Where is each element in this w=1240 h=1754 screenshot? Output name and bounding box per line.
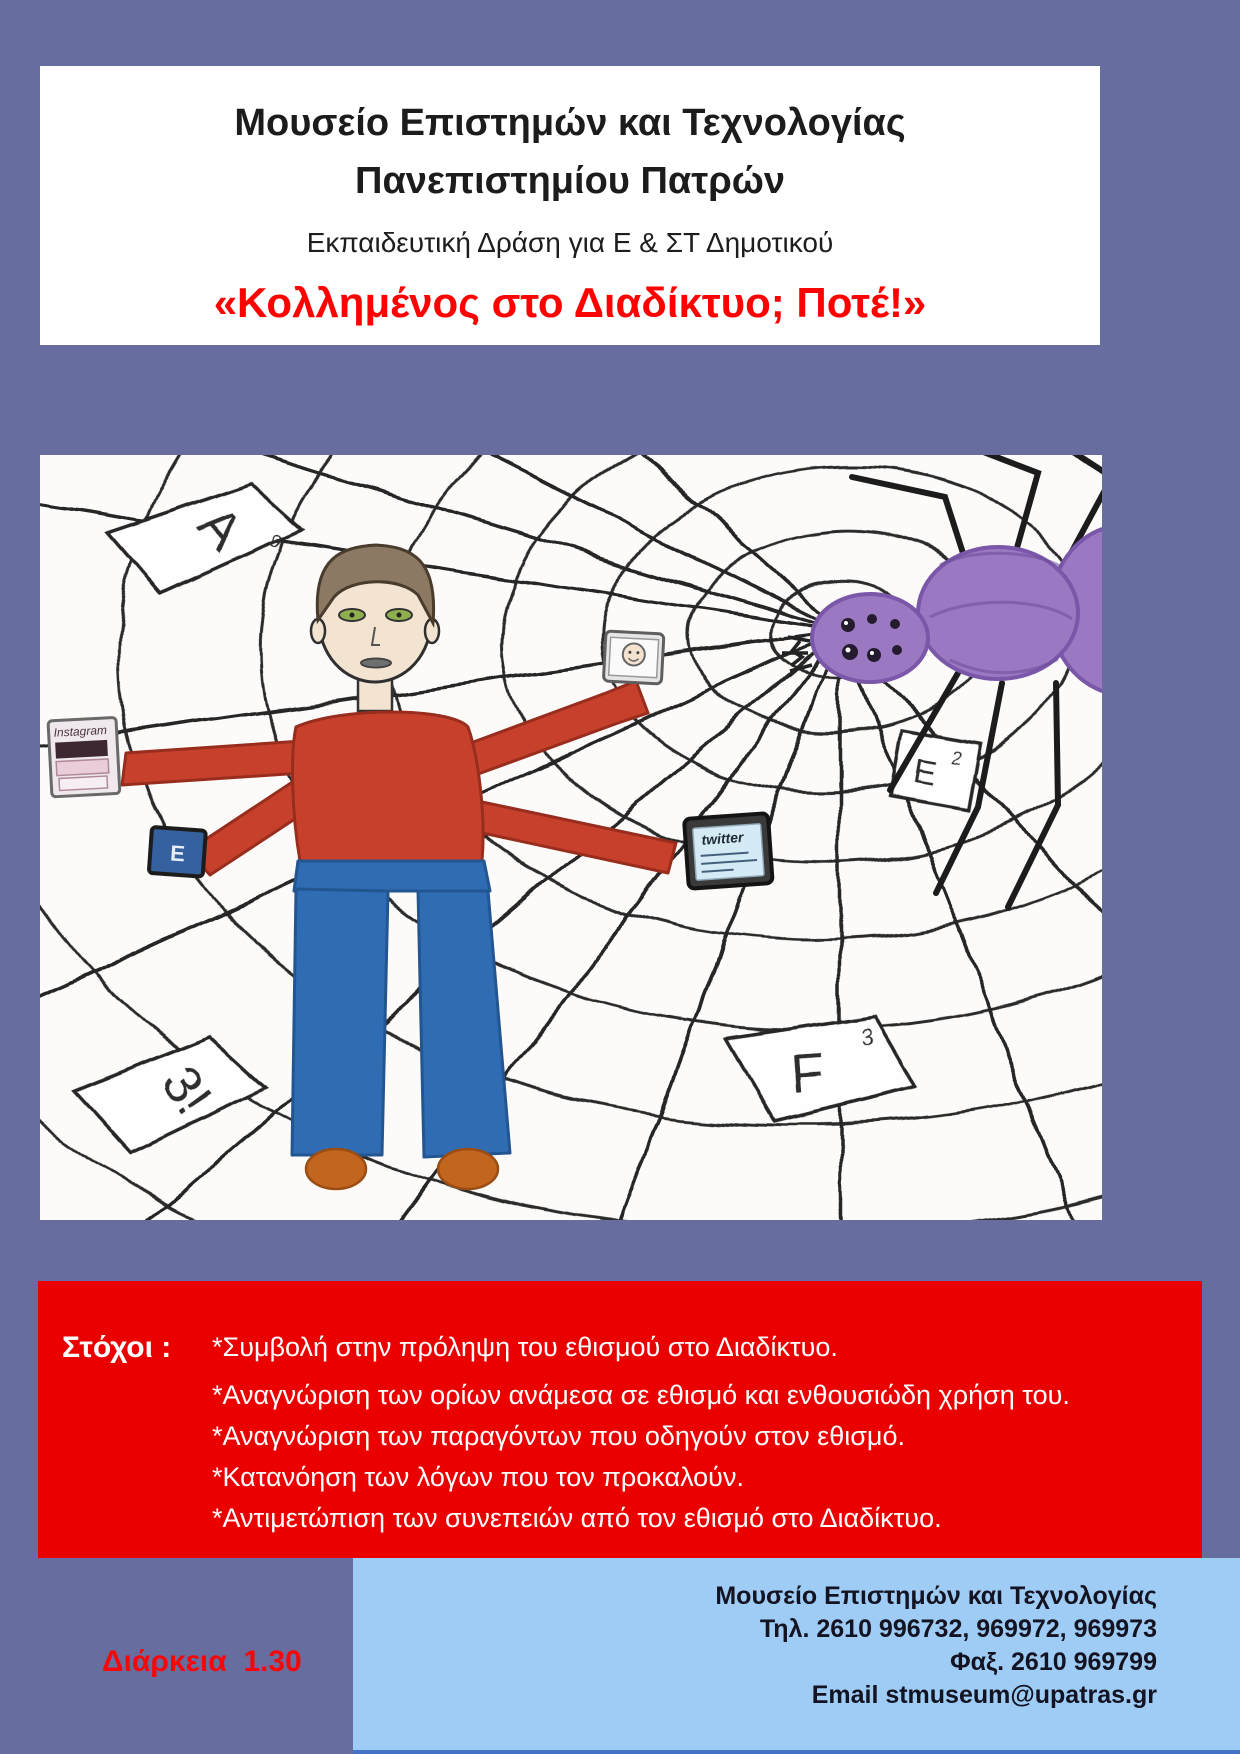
web-drawing (40, 455, 1102, 1220)
contact-email: Email stmuseum@upatras.gr (811, 1681, 1157, 1709)
goals-label: Στόχοι : (62, 1331, 172, 1364)
paper-letter-f-label: F (788, 1042, 826, 1105)
spider (782, 455, 1102, 907)
goal-item: *Αντιμετώπιση των συνεπειών από τον εθισμό στο Διαδίκτυο. (212, 1503, 942, 1533)
spider-head (812, 594, 928, 682)
duration-text: Διάρκεια 1.30 (102, 1645, 302, 1678)
e-device (149, 827, 206, 877)
poster-slogan: «Κολλημένος στο Διαδίκτυο; Ποτέ!» (213, 279, 927, 326)
activity-subtitle: Εκπαιδευτική Δράση για Ε & ΣΤ Δημοτικού (306, 227, 834, 258)
paper-letter-a-number: 9 (266, 529, 287, 554)
paper-letter-f-number: 3 (859, 1023, 875, 1052)
contact-fax: Φαξ. 2610 969799 (950, 1648, 1157, 1676)
twitter-label: twitter (700, 828, 744, 848)
jeans-left-leg (292, 889, 388, 1155)
goal-item: *Κατανόηση των λόγων που τον προκαλούν. (212, 1462, 744, 1492)
goal-item: *Αναγνώριση των ορίων ανάμεσα σε εθισμό και ενθουσιώδη χρήση του. (212, 1380, 1070, 1410)
selfie-face (622, 643, 645, 666)
arm-upper-left (122, 741, 302, 785)
paper-letter-e-label: E (910, 751, 940, 794)
mouth (361, 659, 391, 668)
selfie-phone (603, 631, 664, 684)
sweater-torso (293, 712, 484, 861)
left-shoe (306, 1149, 366, 1189)
paper-letter-f (726, 1014, 917, 1124)
right-shoe (438, 1149, 498, 1189)
paper-letter-a-label: A (186, 495, 253, 562)
paper-letter-a (105, 475, 309, 601)
goal-item: *Συμβολή στην πρόληψη του εθισμού στο Διαδίκτυο. (212, 1332, 838, 1362)
contact-box (353, 1558, 1240, 1750)
instagram-phone (48, 717, 120, 796)
e-device-label: E (169, 840, 186, 867)
jeans-right-leg (418, 891, 510, 1157)
twitter-tablet (684, 813, 773, 889)
bottom-strip (353, 1750, 1240, 1754)
head (311, 545, 439, 682)
goals-box (38, 1281, 1202, 1558)
paper-letter-3-label: 3! (149, 1056, 223, 1126)
museum-title-line2: Πανεπιστημίου Πατρών (355, 160, 785, 202)
illustration-box (40, 455, 1102, 1220)
museum-title-line1: Μουσείο Επιστημών και Τεχνολογίας (234, 102, 906, 144)
header-box (40, 66, 1100, 345)
goal-item: *Αναγνώριση των παραγόντων που οδηγούν στον εθισμό. (212, 1421, 905, 1451)
contact-name: Μουσείο Επιστημών και Τεχνολογίας (715, 1582, 1157, 1610)
goals-list (212, 1327, 1174, 1539)
instagram-label: Instagram (53, 722, 108, 740)
jeans-hips (294, 861, 490, 891)
paper-letter-e-number: 2 (949, 748, 963, 770)
contact-phone: Τηλ. 2610 996732, 969972, 969973 (759, 1615, 1157, 1643)
